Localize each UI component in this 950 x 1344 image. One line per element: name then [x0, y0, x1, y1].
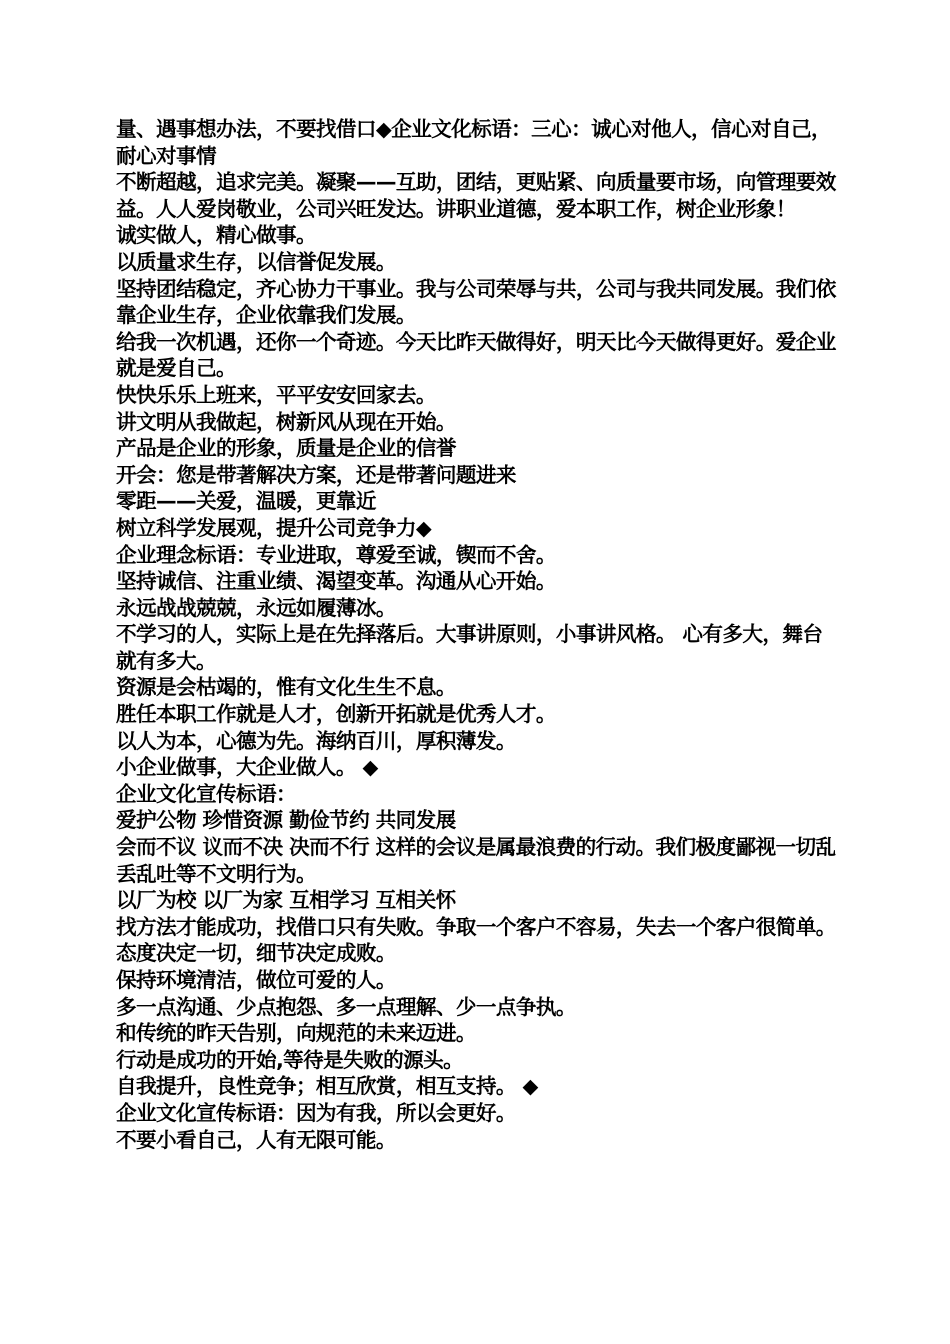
- document-page: [116, 116, 840, 1153]
- paragraph-24: 以厂为校 以厂为家 互相学习 互相关怀: [116, 888, 456, 913]
- paragraph-22: 爱护公物 珍惜资源 勤俭节约 共同发展: [116, 808, 456, 833]
- paragraph-12: 树立科学发展观，提升公司竞争力◆: [116, 515, 432, 540]
- paragraph-18: 胜任本职工作就是人才，创新开拓就是优秀人才。: [116, 702, 556, 727]
- paragraph-4: 以质量求生存，以信誉促发展。: [116, 249, 396, 274]
- paragraph-17: 资源是会枯竭的，惟有文化生生不息。: [116, 675, 456, 700]
- paragraph-11: 零距——关爱，温暖，更靠近: [116, 489, 376, 514]
- paragraph-7: 快快乐乐上班来，平平安安回家去。: [116, 382, 436, 407]
- paragraph-27: 多一点沟通、少点抱怨、多一点理解、少一点争执。: [116, 994, 576, 1019]
- paragraph-3: 诚实做人，精心做事。: [116, 223, 316, 248]
- paragraph-8: 讲文明从我做起，树新风从现在开始。: [116, 409, 456, 434]
- paragraph-9: 产品是企业的形象，质量是企业的信誉: [116, 436, 456, 461]
- paragraph-13: 企业理念标语：专业进取，尊爱至诚，锲而不舍。: [116, 542, 556, 567]
- paragraph-5: 坚持团结稳定，齐心协力干事业。我与公司荣辱与共，公司与我共同发展。我们依靠企业生存，企业依靠我们发展。: [116, 276, 836, 328]
- paragraph-25: 找方法才能成功，找借口只有失败。争取一个客户不容易，失去一个客户很简单。态度决定一切，细节决定成败。: [116, 914, 836, 966]
- paragraph-19: 以人为本，心德为先。海纳百川，厚积薄发。: [116, 728, 516, 753]
- paragraph-20: 小企业做事，大企业做人。 ◆: [116, 755, 378, 780]
- paragraph-30: 自我提升，良性竞争；相互欣赏，相互支持。 ◆: [116, 1074, 538, 1099]
- paragraph-28: 和传统的昨天告别，向规范的未来迈进。: [116, 1021, 476, 1046]
- paragraph-32: 不要小看自己，人有无限可能。: [116, 1127, 396, 1152]
- paragraph-31: 企业文化宣传标语：因为有我，所以会更好。: [116, 1100, 516, 1125]
- paragraph-21: 企业文化宣传标语：: [116, 781, 296, 806]
- paragraph-15: 永远战战兢兢，永远如履薄冰。: [116, 595, 396, 620]
- paragraph-2: 不断超越，追求完美。凝聚——互助，团结，更贴紧、向质量要市场，向管理要效益。人人爱岗敬业，公司兴旺发达。讲职业道德，爱本职工作，树企业形象！: [116, 170, 836, 221]
- paragraph-10: 开会：您是带著解决方案，还是带著问题进来: [116, 462, 516, 487]
- paragraph-29: 行动是成功的开始,等待是失败的源头。: [116, 1047, 464, 1072]
- paragraph-6: 给我一次机遇，还你一个奇迹。今天比昨天做得好，明天比今天做得更好。爱企业就是爱自己。: [116, 329, 836, 381]
- paragraph-16: 不学习的人，实际上是在先择落后。大事讲原则，小事讲风格。 心有多大，舞台就有多大。: [116, 622, 823, 673]
- paragraph-23: 会而不议 议而不决 决而不行 这样的会议是属最浪费的行动。我们极度鄙视一切乱丢乱吐等不文明行为。: [116, 835, 836, 886]
- paragraph-1: 量、遇事想办法，不要找借口◆企业文化标语：三心：诚心对他人，信心对自己，耐心对事情: [116, 117, 832, 168]
- paragraph-14: 坚持诚信、注重业绩、渴望变革。沟通从心开始。: [116, 569, 556, 594]
- paragraph-26: 保持环境清洁，做位可爱的人。: [116, 968, 396, 992]
